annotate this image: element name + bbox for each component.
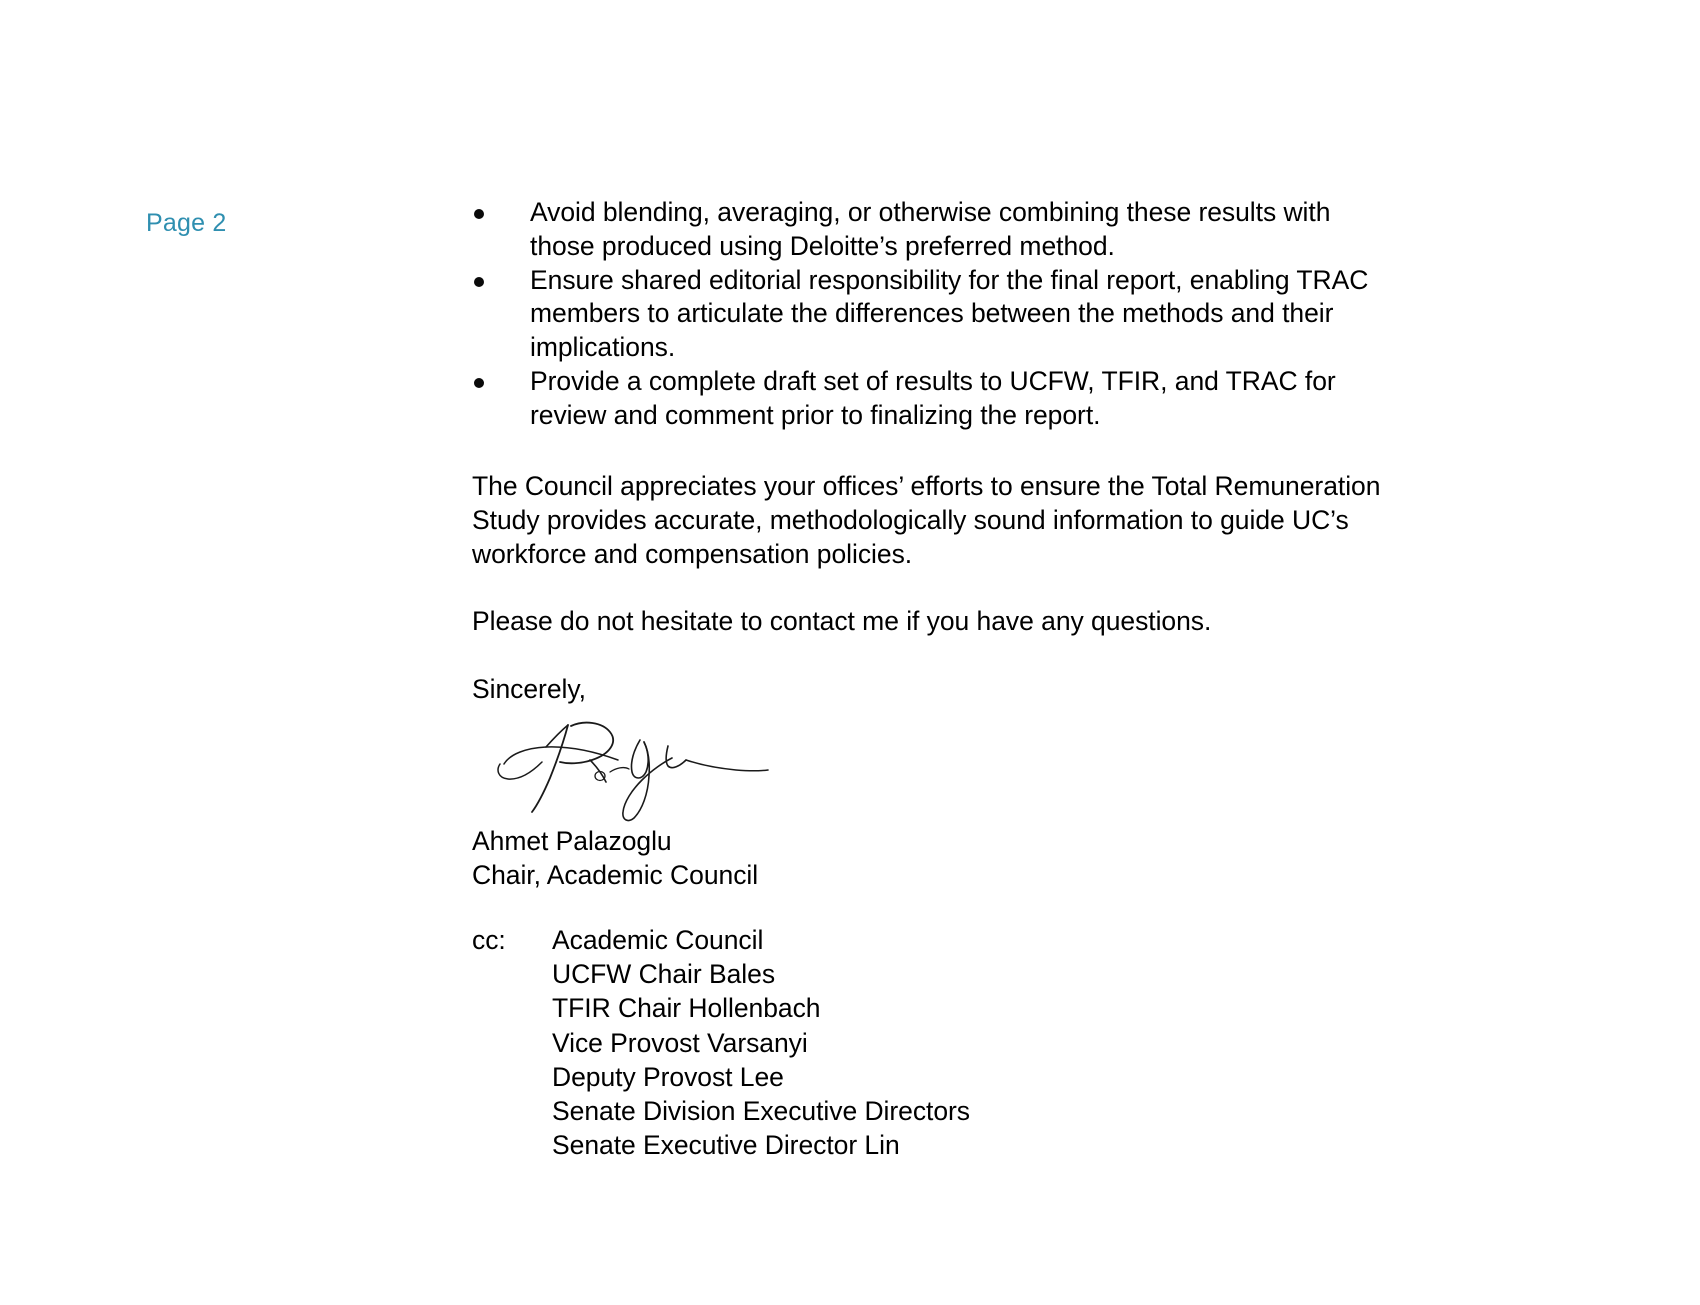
- list-item: UCFW Chair Bales: [552, 958, 776, 989]
- bullet-dot-icon: [474, 378, 484, 388]
- spacer: [472, 893, 1382, 923]
- list-item: [472, 196, 1382, 264]
- spacer: [472, 571, 1382, 604]
- list-item-text: Provide a complete draft set of results to UCFW, TFIR, and TRAC for review and comment prior to finalizing the report.: [530, 365, 1336, 430]
- valediction: Sincerely,: [472, 673, 586, 704]
- list-item: Vice Provost Varsanyi: [552, 1027, 808, 1058]
- spacer: [472, 639, 1382, 672]
- cc-recipients-list: [552, 923, 970, 1163]
- letter-body: [472, 196, 1382, 1163]
- spacer: [472, 433, 1382, 469]
- list-item: TFIR Chair Hollenbach: [552, 993, 821, 1024]
- list-item-text: Ensure shared editorial responsibility for the final report, enabling TRAC members to articulate the differences between the methods and their implications.: [530, 264, 1369, 363]
- list-item: Academic Council: [552, 924, 764, 955]
- list-item: Senate Executive Director Lin: [552, 1130, 900, 1161]
- cc-section: [472, 923, 1382, 1163]
- recommendations-list: [472, 196, 1382, 433]
- page-number-label: Page 2: [146, 209, 227, 237]
- closing-paragraph-contact: Please do not hesitate to contact me if you have any questions.: [472, 606, 1212, 637]
- cc-label: cc:: [472, 924, 506, 955]
- signer-name: Ahmet Palazoglu: [472, 826, 672, 857]
- closing-paragraph-appreciation: The Council appreciates your offices’ efforts to ensure the Total Remuneration Study provides accurate, methodologically sound information to guide UC’s workforce and compensation policies.: [472, 470, 1381, 570]
- signature-image: [492, 706, 792, 824]
- list-item: [472, 264, 1382, 365]
- signature-icon: [492, 706, 792, 824]
- list-item: [472, 365, 1382, 433]
- bullet-dot-icon: [474, 277, 484, 287]
- list-item: Senate Division Executive Directors: [552, 1096, 971, 1127]
- bullet-dot-icon: [474, 209, 484, 219]
- list-item-text: Avoid blending, averaging, or otherwise combining these results with those produced using Deloitte’s preferred method.: [530, 197, 1331, 261]
- signer-title: Chair, Academic Council: [472, 860, 759, 891]
- list-item: Deputy Provost Lee: [552, 1061, 784, 1092]
